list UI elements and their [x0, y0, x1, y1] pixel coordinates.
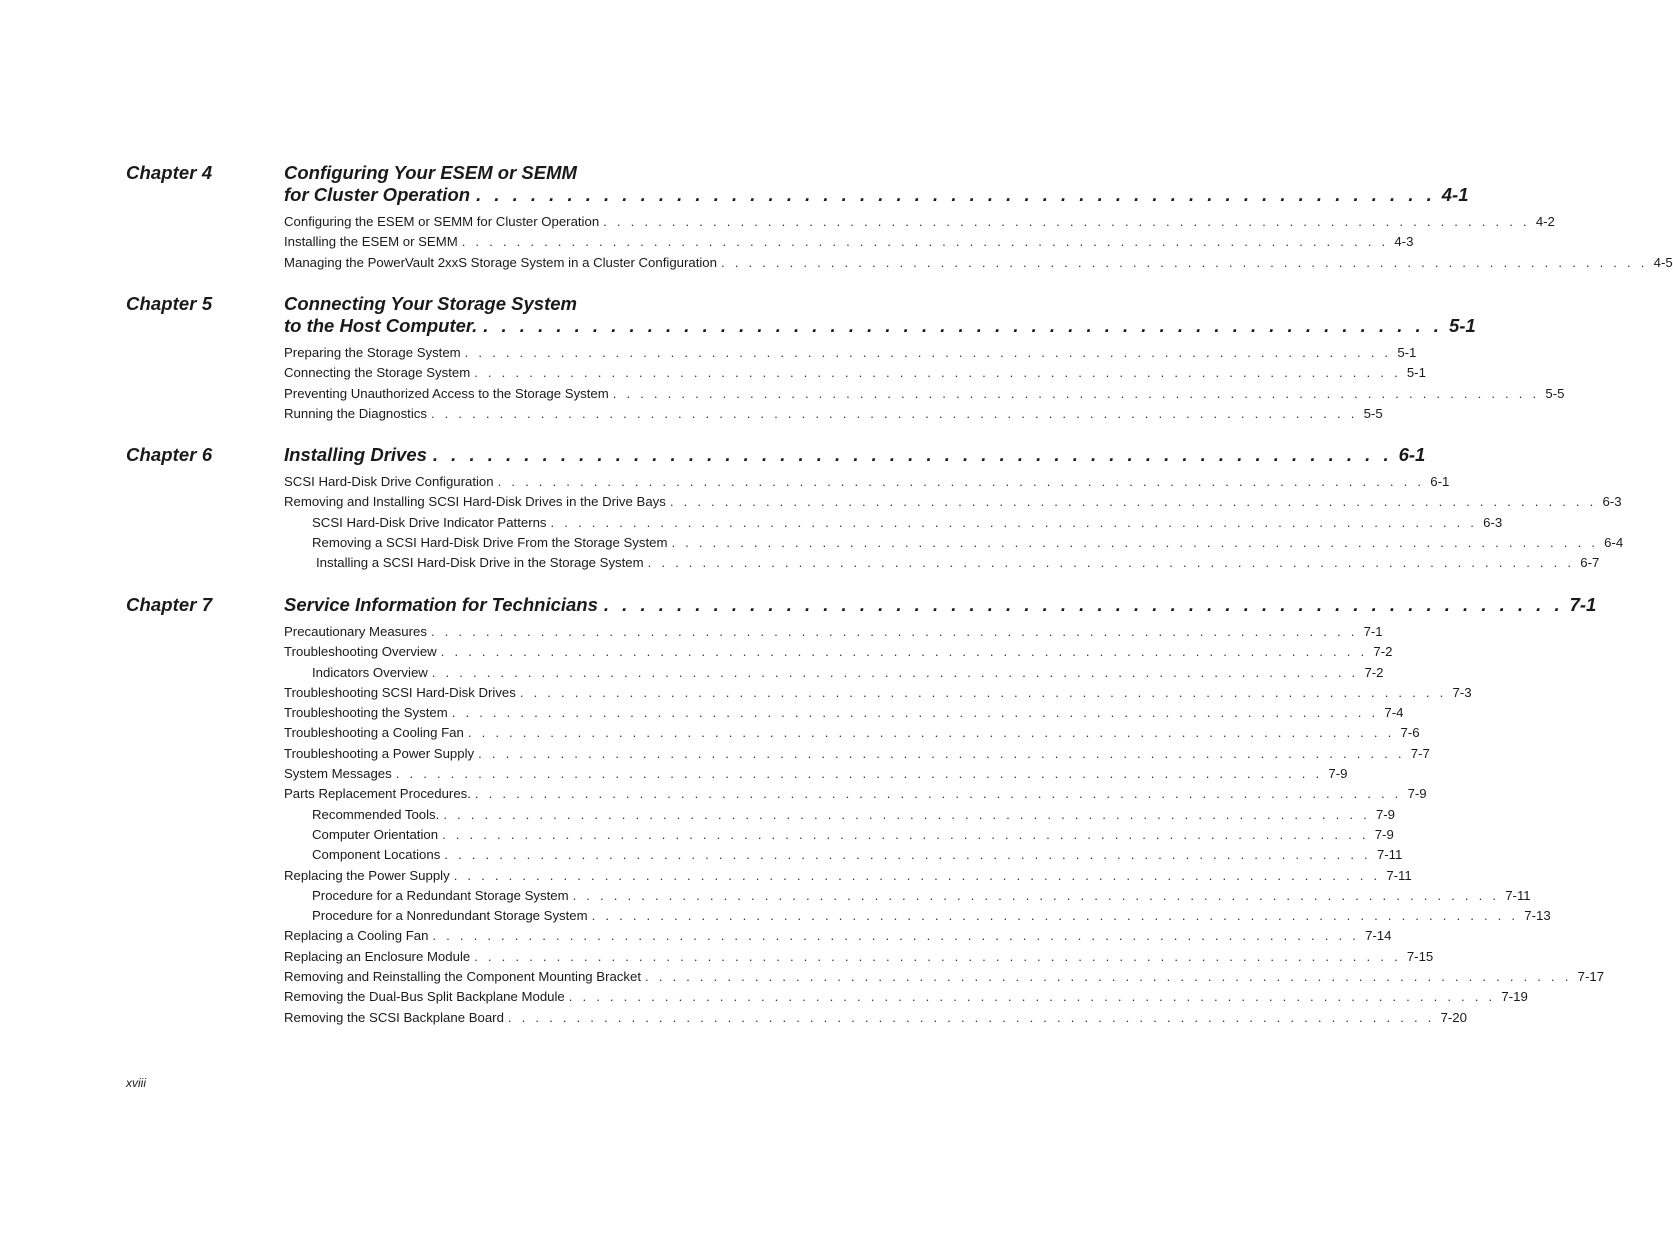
toc-subentry[interactable]: [284, 805, 1396, 825]
toc-entry[interactable]: [284, 703, 1404, 723]
chapter-title-line2: for Cluster Operation: [284, 184, 471, 205]
toc-entries-chapter-4: [284, 212, 1673, 273]
entry-page: 6-4: [1604, 534, 1624, 550]
entry-page: 7-6: [1400, 725, 1420, 741]
entry-title: Troubleshooting a Cooling Fan: [284, 725, 464, 741]
toc-entry[interactable]: [284, 232, 1414, 252]
toc-entry[interactable]: [284, 622, 1383, 642]
entry-page: 7-4: [1384, 705, 1404, 721]
chapter-title-line2-row: [284, 315, 1476, 337]
dot-leader: . . . . . . . . . . . . . . . . . . . . . . . . . . . . . . . . . . . . . . . . . . . . . . . . . . . . . . . . . . . . . . . . . . . .: [431, 664, 1359, 680]
entry-page: 7-11: [1505, 887, 1531, 903]
entry-page: 7-2: [1364, 664, 1384, 680]
entry-title: Recommended Tools.: [312, 806, 440, 822]
entry-title: Configuring the ESEM or SEMM for Cluster Operation: [284, 214, 600, 229]
entry-title: Removing and Reinstalling the Component Mounting Bracket: [284, 969, 641, 985]
entry-title: Replacing the Power Supply: [284, 867, 450, 883]
entry-title: SCSI Hard-Disk Drive Configuration: [284, 474, 494, 489]
chapter-title-line2-row: [284, 184, 1469, 206]
entry-page: 7-11: [1376, 847, 1403, 863]
dot-leader: . . . . . . . . . . . . . . . . . . . . . . . . . . . . . . . . . . . . . . . . . . . . . . . . . . . . . . . . . . . . . . . . . . . .: [572, 887, 1500, 903]
entry-title: Installing a SCSI Hard-Disk Drive in the Storage System: [316, 555, 644, 571]
entry-title: Installing the ESEM or SEMM: [284, 234, 458, 250]
dot-leader: . . . . . . . . . . . . . . . . . . . . . . . . . . . . . . . . . . . . . . . . . . . . . . . . . . . . . . . . . . . . . . . . . . . .: [671, 534, 1599, 550]
chapter-title-row: [284, 594, 1597, 616]
chapter-title[interactable]: [284, 293, 1476, 337]
dot-leader: . . . . . . . . . . . . . . . . . . . . . . . . . . . . . . . . . . . . . . . . . . . . . . . . . . . . . . . . . . . . . . . . . . . .: [451, 705, 1379, 721]
dot-leader: . . . . . . . . . . . . . . . . . . . . . . . . . . . . . . . . . . . . . . . . . . . . . . . . . . . . . . . . . . . . . . . . . . . .: [550, 514, 1478, 530]
toc-entry[interactable]: [284, 926, 1392, 946]
dot-leader: . . . . . . . . . . . . . . . . . . . . . . . . . . . . . . . . . . . . . . . . . . . . . . . . . . . . . . . . . . . . . . . . . . . .: [474, 365, 1401, 381]
toc-subentry[interactable]: [284, 845, 1403, 865]
dot-leader: . . . . . . . . . . . . . . . . . . . . . . . . . . . . . . . . . . . . . . . . . . . . . . . . . . . . .: [603, 594, 1564, 615]
entry-title: Procedure for a Nonredundant Storage System: [312, 908, 588, 924]
toc-entry[interactable]: [284, 472, 1450, 492]
entry-page: 5-5: [1545, 385, 1565, 401]
chapter-title[interactable]: [284, 444, 1426, 466]
entry-title: Removing and Installing SCSI Hard-Disk Drives in the Drive Bays: [284, 494, 666, 510]
toc-entry[interactable]: [284, 642, 1393, 662]
chapter-page: 5-1: [1448, 315, 1476, 336]
dot-leader: . . . . . . . . . . . . . . . . . . . . . . . . . . . . . . . . . . . . . . . . . . . . . . . . . . . . . . . . . . . . . . . . . . . .: [453, 867, 1381, 883]
chapter-title-text: Installing Drives: [284, 444, 427, 465]
entry-title: Parts Replacement Procedures.: [284, 786, 471, 802]
toc-subentry[interactable]: [284, 906, 1551, 926]
dot-leader: . . . . . . . . . . . . . . . . . . . . . . . . . . . . . . . . . . . . . . . . . . . . . . . . . . . . . . . . . . . . . . . . . . . .: [612, 385, 1540, 401]
toc-entry[interactable]: [284, 683, 1472, 703]
chapter-title-line1: Connecting Your Storage System: [284, 293, 577, 314]
dot-leader: . . . . . . . . . . . . . . . . . . . . . . . . . . . . . . . . . . . . . . . . . . . . . . . . . . . . . . . . . . . . . . . . . . . .: [474, 786, 1402, 802]
entry-title: Connecting the Storage System: [284, 365, 471, 381]
entry-page: 5-5: [1363, 405, 1383, 421]
entry-page: 7-9: [1375, 806, 1396, 822]
entry-title: Indicators Overview: [312, 664, 428, 680]
chapter-page: 6-1: [1398, 444, 1426, 465]
entry-title: Computer Orientation: [312, 826, 439, 842]
entry-page: 4-3: [1394, 234, 1414, 250]
entry-page: 7-7: [1410, 745, 1430, 761]
dot-leader: . . . . . . . . . . . . . . . . . . . . . . . . . . . . . . . . . . . . . . . . . . . . . . . . . . . . .: [476, 184, 1436, 205]
entry-page: 4-5: [1653, 254, 1673, 270]
dot-leader: . . . . . . . . . . . . . . . . . . . . . . . . . . . . . . . . . . . . . . . . . . . . . . . . . . . . . . . . . . . . . . . . . . . .: [442, 826, 1369, 842]
chapter-number: Chapter 6: [126, 444, 213, 465]
entry-title: Component Locations: [312, 847, 441, 863]
toc-subentry[interactable]: [284, 886, 1531, 906]
page-number: xviii: [126, 1076, 146, 1090]
entry-title: Preparing the Storage System: [284, 345, 461, 360]
toc-entry[interactable]: [284, 987, 1528, 1007]
toc-entry[interactable]: [284, 764, 1348, 784]
toc-subentry[interactable]: [284, 513, 1503, 533]
dot-leader: . . . . . . . . . . . . . . . . . . . . . . . . . . . . . . . . . . . . . . . . . . . . . . . . . . . . . . . . . . . . . . . . . . . .: [430, 405, 1358, 421]
toc-entry[interactable]: [284, 967, 1605, 987]
dot-leader: . . . . . . . . . . . . . . . . . . . . . . . . . . . . . . . . . . . . . . . . . . . . . . . . . . . . . . . . . . . . . . . . . . . .: [443, 806, 1370, 822]
toc-entry[interactable]: [284, 947, 1434, 967]
dot-leader: . . . . . . . . . . . . . . . . . . . . . . . . . . . . . . . . . . . . . . . . . . . . . . . . . . . . . . . . . . . . . . . . . . . .: [478, 745, 1405, 761]
entry-page: 7-14: [1365, 928, 1392, 944]
toc-entry[interactable]: [284, 1008, 1467, 1028]
toc-subentry[interactable]: [284, 663, 1384, 683]
toc-entry[interactable]: [284, 723, 1420, 743]
entry-page: 7-11: [1386, 867, 1412, 883]
chapter-title[interactable]: [284, 162, 1469, 206]
entry-title: Troubleshooting a Power Supply: [284, 745, 475, 761]
dot-leader: . . . . . . . . . . . . . . . . . . . . . . . . . . . . . . . . . . . . . . . . . . . . . . . . . . . . .: [483, 315, 1443, 336]
entry-title: Running the Diagnostics: [284, 405, 427, 421]
dot-leader: . . . . . . . . . . . . . . . . . . . . . . . . . . . . . . . . . . . . . . . . . . . . . . . . . . . . . . . . . . . . . . . . . . . .: [432, 928, 1360, 944]
entry-page: 5-1: [1397, 345, 1417, 360]
entry-page: 7-9: [1407, 786, 1427, 802]
entry-page: 7-3: [1452, 684, 1472, 700]
dot-leader: . . . . . . . . . . . . . . . . . . . . . . . . . . . . . . . . . . . . . . . . . . . . . . . . . . . . . . . . . . . . . . . . . . . .: [464, 345, 1392, 360]
toc-entry[interactable]: [284, 363, 1426, 383]
dot-leader: . . . . . . . . . . . . . . . . . . . . . . . . . . . . . . . . . . . . . . . . . . . . . . . . . . . . . . . . . . . . . . . . . . . .: [430, 624, 1358, 639]
toc-entry[interactable]: [284, 744, 1430, 764]
entry-title: Managing the PowerVault 2xxS Storage System in a Cluster Configuration: [284, 254, 717, 270]
entry-title: Preventing Unauthorized Access to the Storage System: [284, 385, 609, 401]
entry-title: Precautionary Measures: [284, 624, 427, 639]
entry-page: 6-3: [1483, 514, 1503, 530]
chapter-page: 7-1: [1569, 594, 1597, 615]
entry-page: 7-9: [1374, 826, 1394, 842]
dot-leader: . . . . . . . . . . . . . . . . . . . . . . . . . . . . . . . . . . . . . . . . . . . . . . . . . . . . . . . . . . . . . . . . . . . .: [497, 474, 1425, 489]
toc-entries-chapter-6: [284, 472, 1624, 573]
dot-leader: . . . . . . . . . . . . . . . . . . . . . . . . . . . . . . . . . . . . . . . . . . . . . . . . . . . . .: [432, 444, 1393, 465]
dot-leader: . . . . . . . . . . . . . . . . . . . . . . . . . . . . . . . . . . . . . . . . . . . . . . . . . . . . . . . . . . . . . . . . . . . .: [647, 555, 1575, 571]
toc-entry[interactable]: [284, 212, 1555, 232]
entry-page: 7-2: [1373, 644, 1393, 660]
chapter-title[interactable]: [284, 594, 1597, 616]
toc-entry[interactable]: [284, 384, 1565, 404]
entry-page: 7-1: [1363, 624, 1383, 639]
entry-title: Troubleshooting Overview: [284, 644, 437, 660]
toc-subentry[interactable]: [284, 825, 1394, 845]
entry-page: 7-13: [1524, 908, 1551, 924]
entry-page: 7-19: [1501, 989, 1528, 1005]
toc-entry[interactable]: [284, 404, 1383, 424]
toc-subentry[interactable]: [284, 553, 1600, 573]
entry-title: Replacing a Cooling Fan: [284, 928, 429, 944]
entry-title: Removing the SCSI Backplane Board: [284, 1009, 504, 1025]
entry-page: 7-17: [1577, 969, 1605, 985]
dot-leader: . . . . . . . . . . . . . . . . . . . . . . . . . . . . . . . . . . . . . . . . . . . . . . . . . . . . . . . . . . . . . . . . . . . .: [474, 948, 1401, 964]
entry-page: 5-1: [1406, 365, 1426, 381]
dot-leader: . . . . . . . . . . . . . . . . . . . . . . . . . . . . . . . . . . . . . . . . . . . . . . . . . . . . . . . . . . . . . . . . . . . .: [507, 1009, 1435, 1025]
entry-title: Removing the Dual-Bus Split Backplane Module: [284, 989, 565, 1005]
toc-subentry[interactable]: [284, 533, 1624, 553]
dot-leader: . . . . . . . . . . . . . . . . . . . . . . . . . . . . . . . . . . . . . . . . . . . . . . . . . . . . . . . . . . . . . . . . . . . .: [440, 644, 1368, 660]
dot-leader: . . . . . . . . . . . . . . . . . . . . . . . . . . . . . . . . . . . . . . . . . . . . . . . . . . . . . . . . . . . . . . . . . . . .: [568, 989, 1496, 1005]
dot-leader: . . . . . . . . . . . . . . . . . . . . . . . . . . . . . . . . . . . . . . . . . . . . . . . . . . . . . . . . . . . . . . . . . . . .: [395, 766, 1323, 782]
entry-page: 7-20: [1440, 1009, 1467, 1025]
toc-entry[interactable]: [284, 253, 1673, 273]
entry-page: 7-15: [1406, 948, 1434, 964]
dot-leader: . . . . . . . . . . . . . . . . . . . . . . . . . . . . . . . . . . . . . . . . . . . . . . . . . . . . . . . . . . . . . . . . . . . .: [591, 908, 1519, 924]
entry-title: Replacing an Enclosure Module: [284, 948, 471, 964]
chapter-title-line2: to the Host Computer.: [284, 315, 478, 336]
chapter-title-text: Service Information for Technicians: [284, 594, 598, 615]
dot-leader: . . . . . . . . . . . . . . . . . . . . . . . . . . . . . . . . . . . . . . . . . . . . . . . . . . . . . . . . . . . . . . . . . . . .: [461, 234, 1389, 250]
chapter-page: 4-1: [1441, 184, 1469, 205]
entry-title: Procedure for a Redundant Storage System: [312, 887, 569, 903]
dot-leader: . . . . . . . . . . . . . . . . . . . . . . . . . . . . . . . . . . . . . . . . . . . . . . . . . . . . . . . . . . . . . . . . . . . .: [645, 969, 1572, 985]
chapter-number: Chapter 5: [126, 293, 213, 314]
entry-page: 6-3: [1602, 494, 1622, 510]
chapter-number: Chapter 7: [126, 594, 213, 615]
dot-leader: . . . . . . . . . . . . . . . . . . . . . . . . . . . . . . . . . . . . . . . . . . . . . . . . . . . . . . . . . . . . . . . . . . . .: [669, 494, 1597, 510]
toc-entry[interactable]: [284, 784, 1427, 804]
entry-title: System Messages: [284, 766, 392, 782]
dot-leader: . . . . . . . . . . . . . . . . . . . . . . . . . . . . . . . . . . . . . . . . . . . . . . . . . . . . . . . . . . . . . . . . . . . .: [519, 684, 1447, 700]
chapter-number: Chapter 4: [126, 162, 213, 183]
toc-entry[interactable]: [284, 492, 1622, 512]
toc-entry[interactable]: [284, 866, 1412, 886]
entry-title: Removing a SCSI Hard-Disk Drive From the Storage System: [312, 534, 668, 550]
chapter-title-row: [284, 444, 1426, 466]
entry-page: 6-1: [1430, 474, 1450, 489]
toc-entry[interactable]: [284, 343, 1417, 363]
dot-leader: . . . . . . . . . . . . . . . . . . . . . . . . . . . . . . . . . . . . . . . . . . . . . . . . . . . . . . . . . . . . . . . . . . . .: [720, 254, 1648, 270]
entry-title: Troubleshooting SCSI Hard-Disk Drives: [284, 684, 516, 700]
entry-page: 6-7: [1580, 555, 1600, 571]
chapter-title-line1: Configuring Your ESEM or SEMM: [284, 162, 577, 183]
toc-entries-chapter-7: [284, 622, 1605, 1028]
entry-page: 4-2: [1535, 214, 1555, 229]
dot-leader: . . . . . . . . . . . . . . . . . . . . . . . . . . . . . . . . . . . . . . . . . . . . . . . . . . . . . . . . . . . . . . . . . . . .: [603, 214, 1530, 229]
entry-title: SCSI Hard-Disk Drive Indicator Patterns: [312, 514, 547, 530]
dot-leader: . . . . . . . . . . . . . . . . . . . . . . . . . . . . . . . . . . . . . . . . . . . . . . . . . . . . . . . . . . . . . . . . . . . .: [467, 725, 1395, 741]
entry-page: 7-9: [1328, 766, 1348, 782]
dot-leader: . . . . . . . . . . . . . . . . . . . . . . . . . . . . . . . . . . . . . . . . . . . . . . . . . . . . . . . . . . . . . . . . . . . .: [444, 847, 1371, 863]
entry-title: Troubleshooting the System: [284, 705, 448, 721]
toc-entries-chapter-5: [284, 343, 1565, 424]
